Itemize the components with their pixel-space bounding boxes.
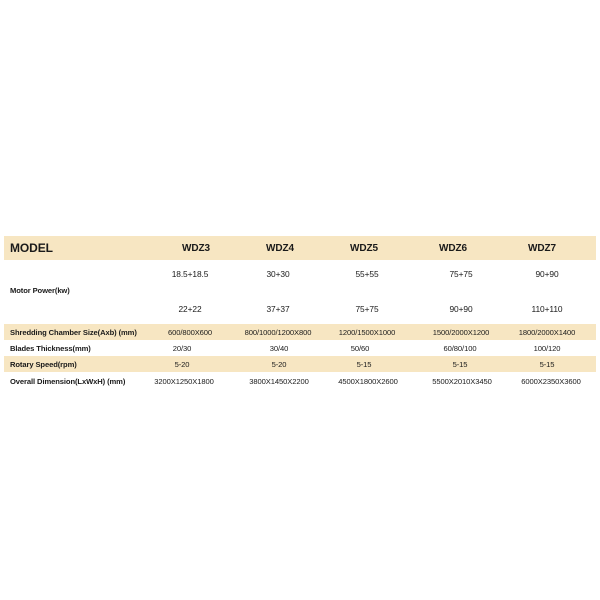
blades-thickness-wdz3: 20/30 — [172, 344, 192, 353]
rotary-speed-wdz3: 5-20 — [174, 360, 190, 369]
model-header-label: MODEL — [10, 241, 53, 255]
model-header-wdz5: WDZ5 — [350, 243, 378, 254]
shredding-chamber-label: Shredding Chamber Size(Axb) (mm) — [10, 328, 137, 337]
overall-dimension-wdz3: 3200X1250X1800 — [154, 377, 214, 386]
table-header-row — [4, 236, 596, 260]
motor-power-wdz4-b: 37+37 — [266, 304, 290, 314]
overall-dimension-wdz7: 6000X2350X3600 — [521, 377, 581, 386]
blades-thickness-wdz6: 60/80/100 — [443, 344, 477, 353]
motor-power-wdz6-b: 90+90 — [449, 304, 473, 314]
motor-power-wdz5-b: 75+75 — [355, 304, 379, 314]
motor-power-wdz7-b: 110+110 — [531, 304, 563, 314]
blades-thickness-wdz4: 30/40 — [269, 344, 289, 353]
motor-power-wdz3-b: 22+22 — [178, 304, 202, 314]
motor-power-wdz4-a: 30+30 — [266, 269, 290, 279]
blades-thickness-wdz7: 100/120 — [533, 344, 561, 353]
model-header-wdz3: WDZ3 — [182, 243, 210, 254]
rotary-speed-wdz5: 5-15 — [356, 360, 372, 369]
shredding-chamber-wdz7: 1800/2000X1400 — [518, 328, 576, 337]
rotary-speed-wdz4: 5-20 — [271, 360, 287, 369]
shredding-chamber-row — [4, 324, 596, 340]
model-header-wdz4: WDZ4 — [266, 243, 294, 254]
motor-power-row — [4, 260, 596, 324]
overall-dimension-row — [4, 372, 596, 390]
overall-dimension-wdz5: 4500X1800X2600 — [338, 377, 398, 386]
rotary-speed-row — [4, 356, 596, 372]
rotary-speed-label: Rotary Speed(rpm) — [10, 360, 77, 369]
rotary-speed-wdz7: 5-15 — [539, 360, 555, 369]
shredding-chamber-wdz3: 600/800X600 — [167, 328, 213, 337]
motor-power-wdz6-a: 75+75 — [449, 269, 473, 279]
motor-power-wdz7-a: 90+90 — [535, 269, 559, 279]
shredding-chamber-wdz4: 800/1000/1200X800 — [244, 328, 312, 337]
blades-thickness-row — [4, 340, 596, 356]
blades-thickness-label: Blades Thickness(mm) — [10, 344, 91, 353]
overall-dimension-label: Overall Dimension(LxWxH) (mm) — [10, 377, 126, 386]
model-header-wdz7: WDZ7 — [528, 243, 556, 254]
rotary-speed-wdz6: 5-15 — [452, 360, 468, 369]
overall-dimension-wdz4: 3800X1450X2200 — [249, 377, 309, 386]
shredding-chamber-wdz6: 1500/2000X1200 — [432, 328, 490, 337]
shredding-chamber-wdz5: 1200/1500X1000 — [338, 328, 396, 337]
model-header-wdz6: WDZ6 — [439, 243, 467, 254]
spec-table — [4, 236, 596, 390]
motor-power-wdz5-a: 55+55 — [355, 269, 379, 279]
blades-thickness-wdz5: 50/60 — [350, 344, 370, 353]
motor-power-label: Motor Power(kw) — [10, 286, 70, 295]
motor-power-wdz3-a: 18.5+18.5 — [171, 269, 209, 279]
overall-dimension-wdz6: 5500X2010X3450 — [432, 377, 492, 386]
